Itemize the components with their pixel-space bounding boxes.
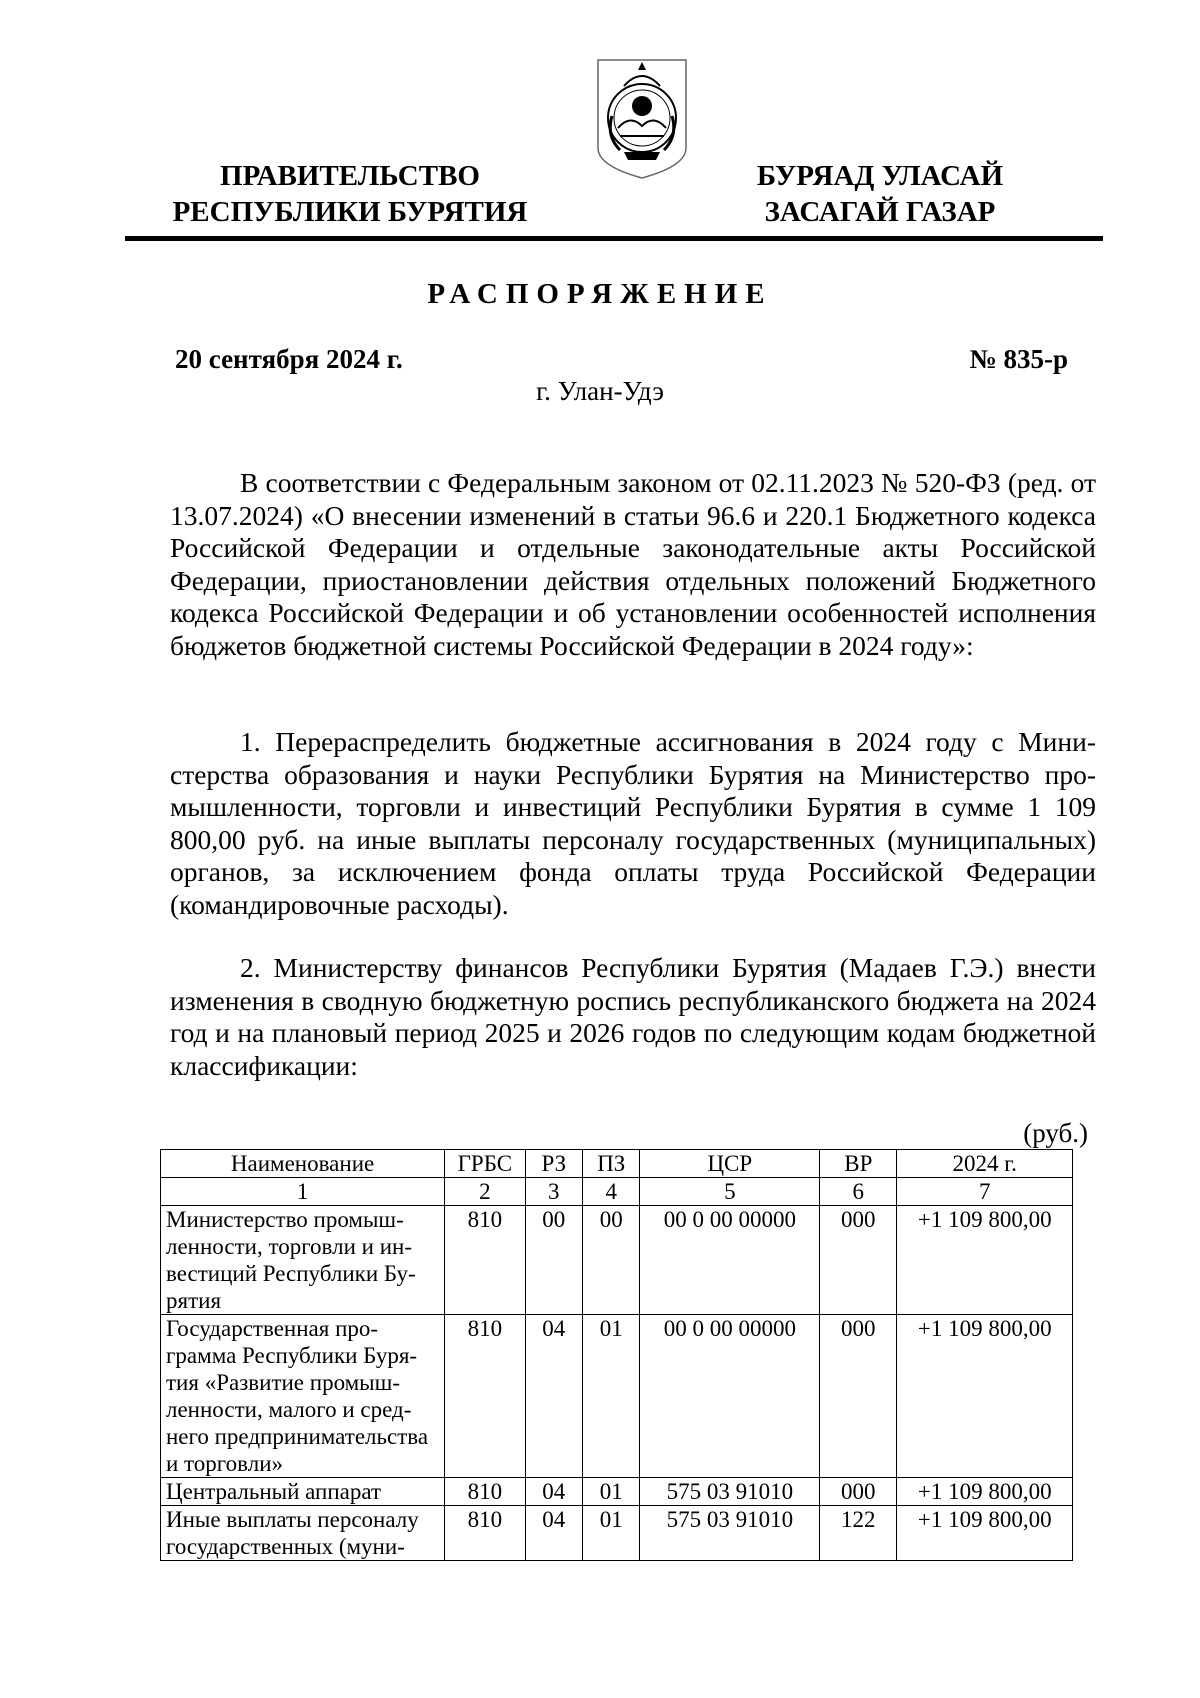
header-csr: ЦСР xyxy=(640,1150,820,1178)
cell-vr: 000 xyxy=(820,1315,897,1478)
header-pz: ПЗ xyxy=(583,1150,640,1178)
cell-amount: +1 109 800,00 xyxy=(897,1206,1073,1315)
header-grbs: ГРБС xyxy=(445,1150,525,1178)
cell-grbs: 810 xyxy=(445,1206,525,1315)
cell-vr: 122 xyxy=(820,1506,897,1561)
header-name: Наименование xyxy=(161,1150,445,1178)
cell-vr: 000 xyxy=(820,1478,897,1506)
org-line: БУРЯАД УЛАСАЙ xyxy=(756,160,1004,192)
cell-rz: 04 xyxy=(525,1506,582,1561)
cell-grbs: 810 xyxy=(445,1315,525,1478)
cell-csr: 00 0 00 00000 xyxy=(640,1315,820,1478)
table-row xyxy=(161,1478,1073,1506)
document-date: 20 сентября 2024 г. xyxy=(175,344,403,374)
column-number: 7 xyxy=(897,1178,1073,1206)
table-row xyxy=(161,1206,1073,1315)
cell-name: Центральный аппарат xyxy=(161,1478,445,1506)
cell-csr: 575 03 91010 xyxy=(640,1506,820,1561)
cell-name: Иные выплаты персоналу государственных (муни- xyxy=(161,1506,445,1561)
budget-classification-table xyxy=(160,1149,1073,1561)
column-number: 6 xyxy=(820,1178,897,1206)
org-line: ПРАВИТЕЛЬСТВО xyxy=(220,160,480,192)
cell-pz: 01 xyxy=(583,1478,640,1506)
cell-name: Государственная программа Республики Бурятия «Развитие промышленности, малого и среднего предпринимательства и торговли» xyxy=(161,1315,445,1478)
cell-rz: 00 xyxy=(525,1206,582,1315)
org-line: РЕСПУБЛИКИ БУРЯТИЯ xyxy=(172,196,528,228)
table-row xyxy=(161,1506,1073,1561)
cell-csr: 575 03 91010 xyxy=(640,1478,820,1506)
clause-1-paragraph: 1. Перераспределить бюджетные ассигнования в 2024 году с Министерства образования и науки Республики Бурятия на Министерство промышленности, торговли и инвестиций Республики Бурятия в сумме 1 109 800,00 руб. на иные выплаты персоналу государственных (муниципальных) органов, за исключением фонда оплаты труда Российской Федерации (командировочные расходы). xyxy=(170,726,1096,920)
cell-pz: 01 xyxy=(583,1506,640,1561)
cell-amount: +1 109 800,00 xyxy=(897,1506,1073,1561)
column-number: 2 xyxy=(445,1178,525,1206)
table-unit-label: (руб.) xyxy=(1023,1118,1088,1148)
document-number: № 835-р xyxy=(969,344,1068,374)
cell-grbs: 810 xyxy=(445,1478,525,1506)
header-year: 2024 г. xyxy=(897,1150,1073,1178)
cell-pz: 00 xyxy=(583,1206,640,1315)
clause-2-paragraph: 2. Министерству финансов Республики Бурятия (Мадаев Г.Э.) внести изменения в сводную бюджетную роспись республиканского бюджета на 2024 год и на плановый период 2025 и 2026 годов по следующим кодам бюджетной классификации: xyxy=(170,952,1096,1081)
cell-name: Министерство промышленности, торговли и инвестиций Республики Бурятия xyxy=(161,1206,445,1315)
header-vr: ВР xyxy=(820,1150,897,1178)
table-header-row xyxy=(161,1150,1073,1178)
coat-of-arms-icon xyxy=(594,56,690,182)
cell-amount: +1 109 800,00 xyxy=(897,1478,1073,1506)
government-name-russian xyxy=(160,158,540,230)
cell-grbs: 810 xyxy=(445,1506,525,1561)
cell-csr: 00 0 00 00000 xyxy=(640,1206,820,1315)
org-line: ЗАСАГАЙ ГАЗАР xyxy=(764,196,996,228)
column-number: 4 xyxy=(583,1178,640,1206)
cell-rz: 04 xyxy=(525,1315,582,1478)
column-number: 5 xyxy=(640,1178,820,1206)
column-number-row xyxy=(161,1178,1073,1206)
cell-vr: 000 xyxy=(820,1206,897,1315)
government-name-buryat xyxy=(710,158,1050,230)
column-number: 1 xyxy=(161,1178,445,1206)
document-title: РАСПОРЯЖЕНИЕ xyxy=(427,278,773,310)
document-city: г. Улан-Удэ xyxy=(536,376,664,406)
cell-rz: 04 xyxy=(525,1478,582,1506)
header-rz: РЗ xyxy=(525,1150,582,1178)
header-divider xyxy=(125,236,1103,241)
column-number: 3 xyxy=(525,1178,582,1206)
cell-pz: 01 xyxy=(583,1315,640,1478)
preamble-paragraph: В соответствии с Федеральным законом от 02.11.2023 № 520-ФЗ (ред. от 13.07.2024) «О внесении изменений в статьи 96.6 и 220.1 Бюджетного кодекса Российской Федерации и отдельные законодательные акты Российской Федерации, приостановлении действия отдельных положений Бюджетного кодекса Российской Федерации и об установлении особенностей исполнения бюджетов бюджетной системы Российской Федерации в 2024 году»: xyxy=(170,467,1096,661)
cell-amount: +1 109 800,00 xyxy=(897,1315,1073,1478)
table-row xyxy=(161,1315,1073,1478)
